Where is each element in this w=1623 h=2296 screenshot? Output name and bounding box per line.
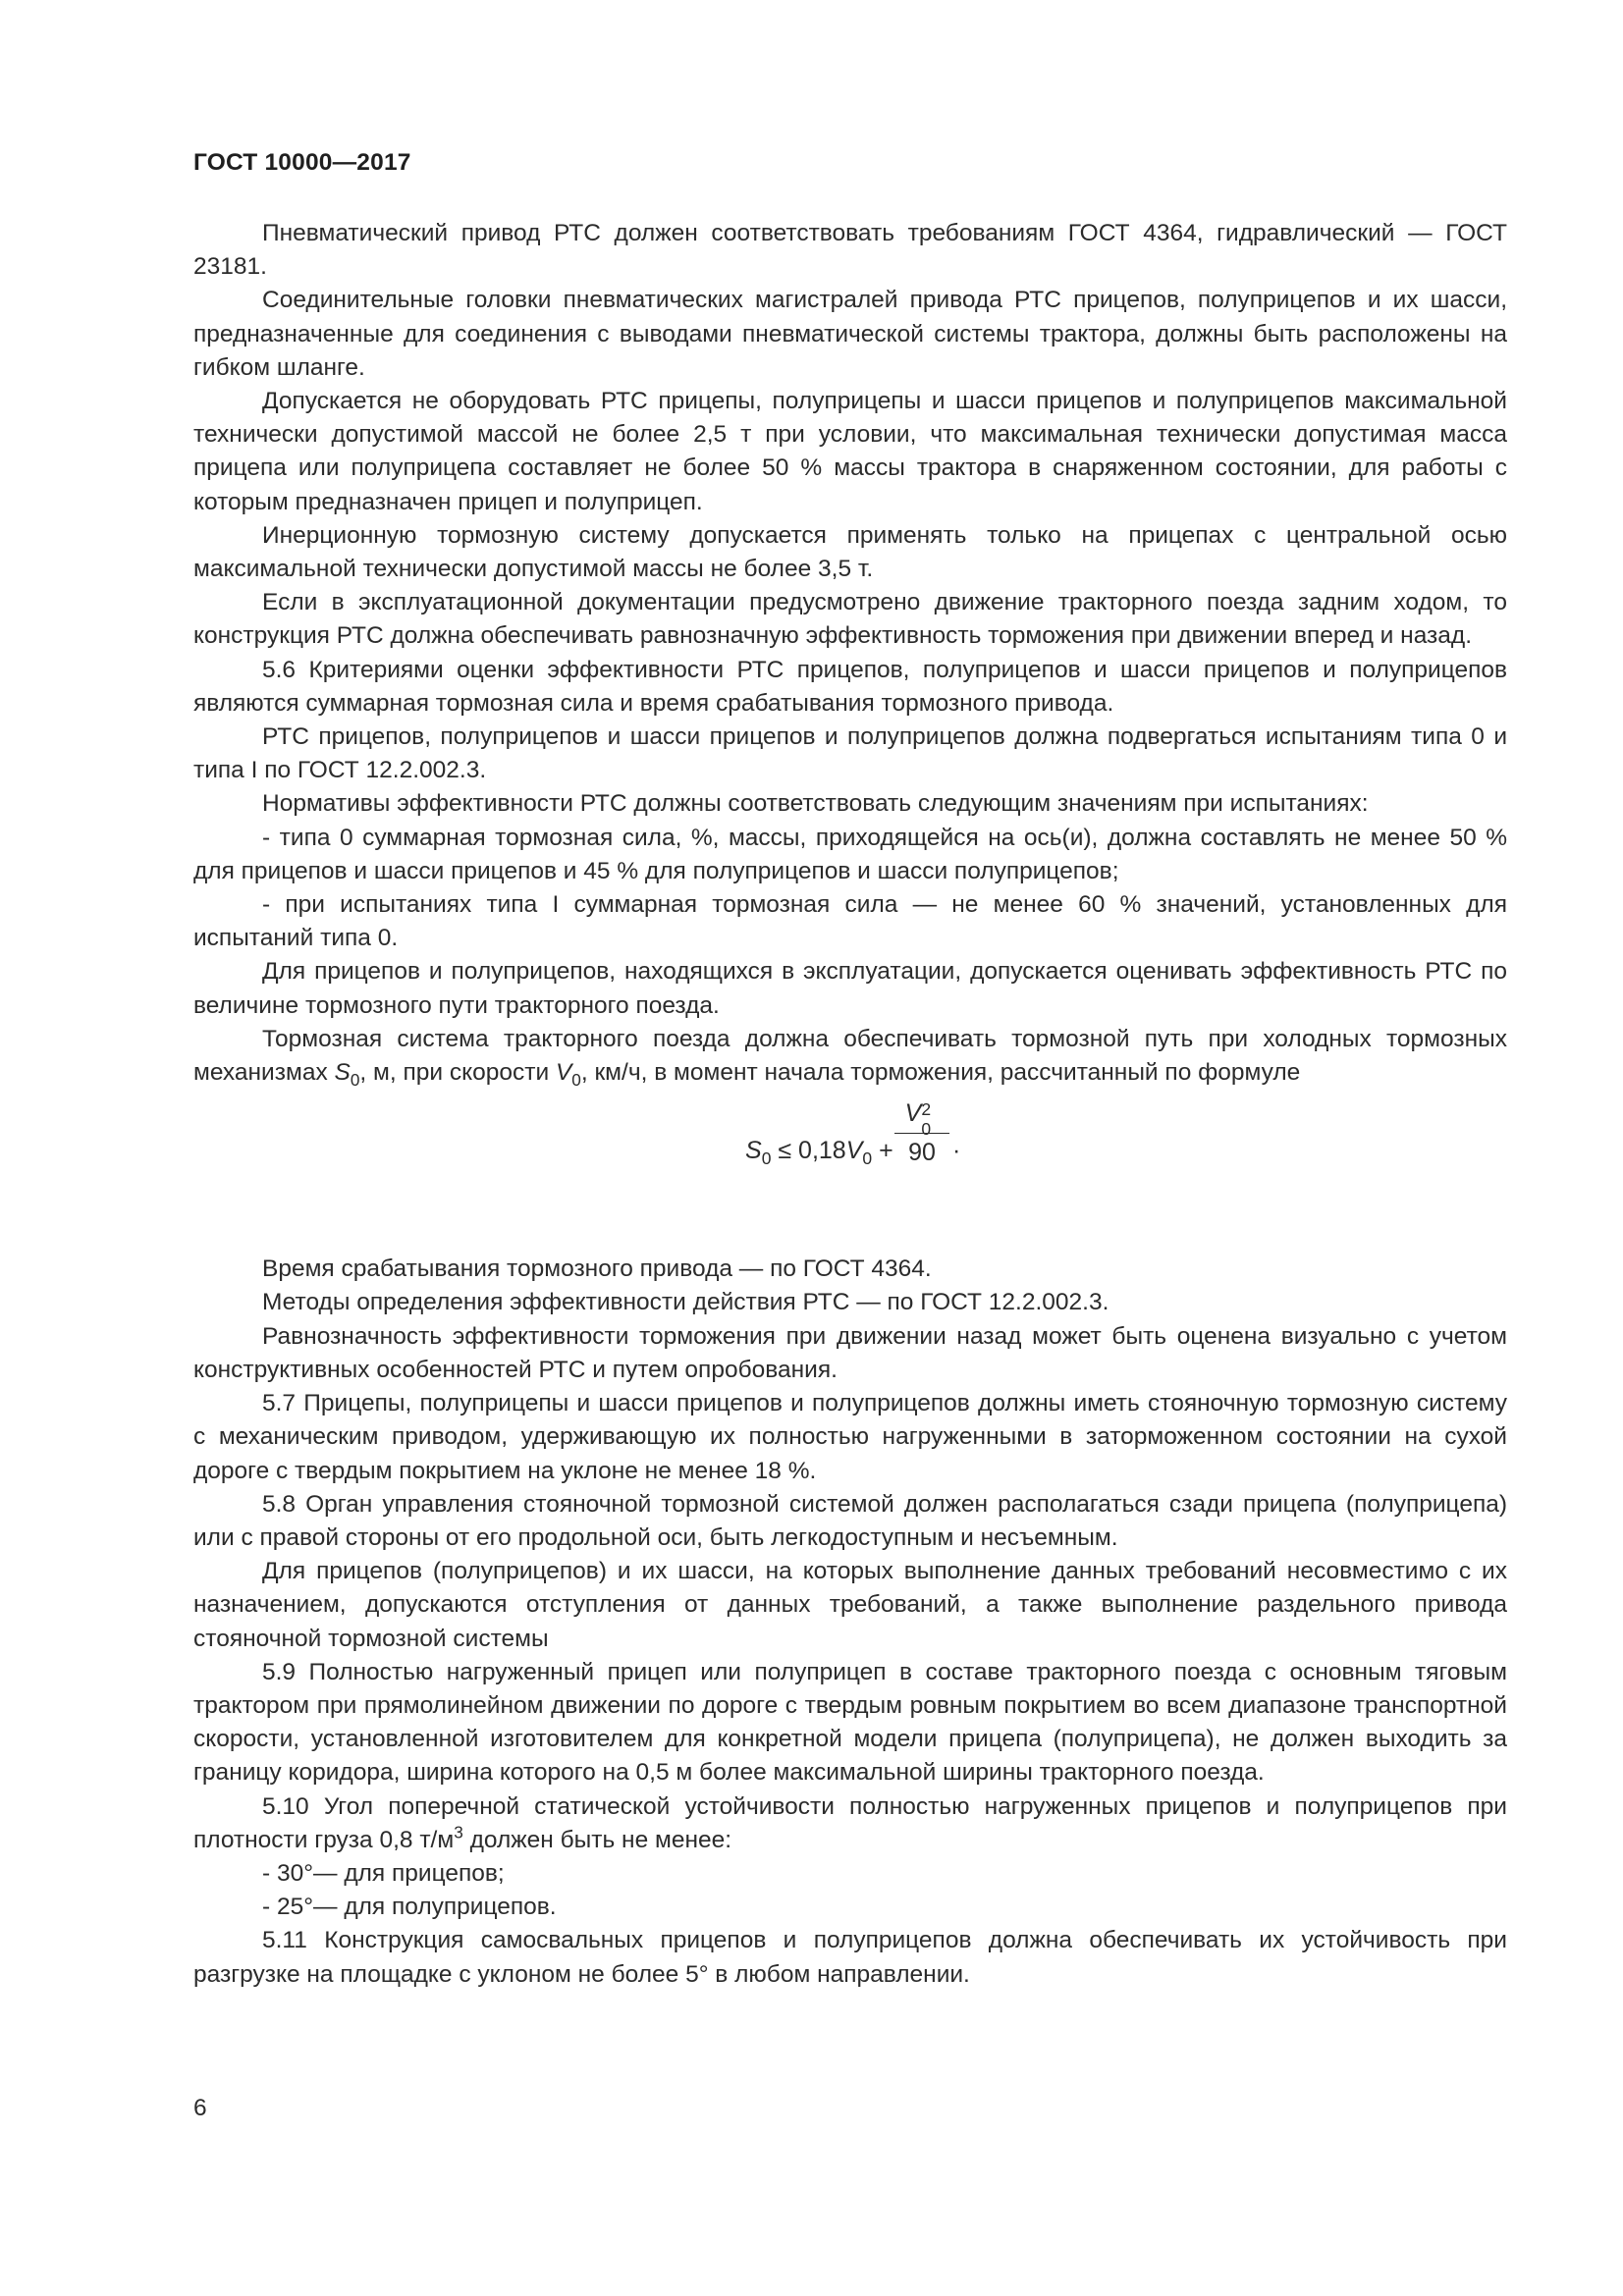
formula-lhs: $S_0 \le 0,18V_0$ + xyxy=(745,1137,893,1169)
paragraph: Пневматический привод РТС должен соответствовать требованиям ГОСТ 4364, гидравлический — ГОСТ 23181. xyxy=(193,220,1507,281)
paragraph-5-7: 5.7 Прицепы, полуприцепы и шасси прицепов и полуприцепов должны иметь стояночную тормозную систему с механическим приводом, удерживающую их полностью нагруженными в заторможенном состоянии на сухой дороге с твердым покрытием на уклоне не менее 18 %. xyxy=(193,1390,1507,1484)
paragraph-5-6: 5.6 Критериями оценки эффективности РТС прицепов, полуприцепов и шасси прицепов и полуприцепов являются суммарная тормозная сила и время срабатывания тормозного привода. xyxy=(193,656,1507,717)
paragraph: Время срабатывания тормозного привода — по ГОСТ 4364. xyxy=(262,1255,932,1283)
formula-numerator: V 2 0 xyxy=(904,1099,932,1140)
document-body xyxy=(193,217,1507,1992)
page-header: ГОСТ 10000—2017 xyxy=(193,149,411,176)
paragraph: Допускается не оборудовать РТС прицепы, полуприцепы и шасси прицепов и полуприцепов максимальной технически допустимой массой не более 2,5 т при условии, что максимальная технически допустимая масса прицепа или полуприцепа составляет не более 50 % массы трактора в снаряженном состоянии, для работы с которым предназначен прицеп и полуприцеп. xyxy=(193,388,1507,515)
paragraph-5-9: 5.9 Полностью нагруженный прицеп или полуприцеп в составе тракторного поезда с основным тяговым трактором при прямолинейном движении по дороге с твердым ровным покрытием во всем диапазоне транспортной скорости, установленной изготовителем для конкретной модели прицепа (полуприцепа), не должен выходить за границу коридора, ширина которого на 0,5 м более максимальной ширины тракторного поезда. xyxy=(193,1658,1507,1787)
list-item: - 30°— для прицепов; xyxy=(262,1859,505,1887)
paragraph: РТС прицепов, полуприцепов и шасси прицепов и полуприцепов должна подвергаться испытаниям типа 0 и типа I по ГОСТ 12.2.002.3. xyxy=(193,723,1507,784)
paragraph-5-11: 5.11 Конструкция самосвальных прицепов и полуприцепов должна обеспечивать их устойчивость при разгрузке на площадке с уклоном не более 5° в любом направлении. xyxy=(193,1927,1507,1988)
paragraph: Инерционную тормозную систему допускается применять только на прицепах с центральной осью максимальной технически допустимой массы не более 3,5 т. xyxy=(193,521,1507,583)
paragraph-5-8: 5.8 Орган управления стояночной тормозной системой должен располагаться сзади прицепа (полуприцепа) или с правой стороны от его продольной оси, быть легкодоступным и несъемным. xyxy=(193,1490,1507,1551)
formula-denominator: 90 xyxy=(908,1139,936,1167)
braking-distance-formula xyxy=(193,1090,1507,1253)
list-item: - при испытаниях типа I суммарная тормозная сила — не менее 60 % значений, установленных для испытаний типа 0. xyxy=(193,891,1507,952)
paragraph: Соединительные головки пневматических магистралей привода РТС прицепов, полуприцепов и их шасси, предназначенные для соединения с выводами пневматической системы трактора, должны быть расположены на гибком шланге. xyxy=(193,287,1507,381)
paragraph: Для прицепов (полуприцепов) и их шасси, на которых выполнение данных требований несовместимо с их назначением, допускаются отступления от данных требований, а также выполнение раздельного привода стояночной тормозной системы xyxy=(193,1558,1507,1652)
paragraph: Методы определения эффективности действия РТС — по ГОСТ 12.2.002.3. xyxy=(262,1289,1109,1316)
paragraph-5-10: 5.10 Угол поперечной статической устойчивости полностью нагруженных прицепов и полуприцепов при плотности груза 0,8 $т/м^3$ должен быть не менее: xyxy=(193,1792,1507,1853)
formula-intro-paragraph: Тормозная система тракторного поезда должна обеспечивать тормозной путь при холодных тормозных механизмах $S_0$, м, при скорости $V_0$, км/ч, в момент начала торможения, рассчитанный по формуле xyxy=(193,1025,1507,1091)
formula-end-mark: · xyxy=(952,1137,961,1165)
paragraph: Для прицепов и полуприцепов, находящихся в эксплуатации, допускается оценивать эффективность РТС по величине тормозного пути тракторного поезда. xyxy=(193,958,1507,1019)
paragraph: Равнозначность эффективности торможения при движении назад может быть оценена визуально с учетом конструктивных особенностей РТС и путем опробования. xyxy=(193,1322,1507,1383)
paragraph: Нормативы эффективности РТС должны соответствовать следующим значениям при испытаниях: xyxy=(262,790,1369,818)
formula-fraction xyxy=(894,1095,949,1169)
list-item: - 25°— для полуприцепов. xyxy=(262,1894,557,1921)
list-item: - типа 0 суммарная тормозная сила, %, массы, приходящейся на ось(и), должна составлять не менее 50 % для прицепов и шасси прицепов и 45 % для полуприцепов и шасси полуприцепов; xyxy=(193,824,1507,884)
paragraph: Если в эксплуатационной документации предусмотрено движение тракторного поезда задним ходом, то конструкция РТС должна обеспечивать равнозначную эффективность торможения при движении вперед и назад. xyxy=(193,589,1507,650)
page-number: 6 xyxy=(193,2095,207,2121)
